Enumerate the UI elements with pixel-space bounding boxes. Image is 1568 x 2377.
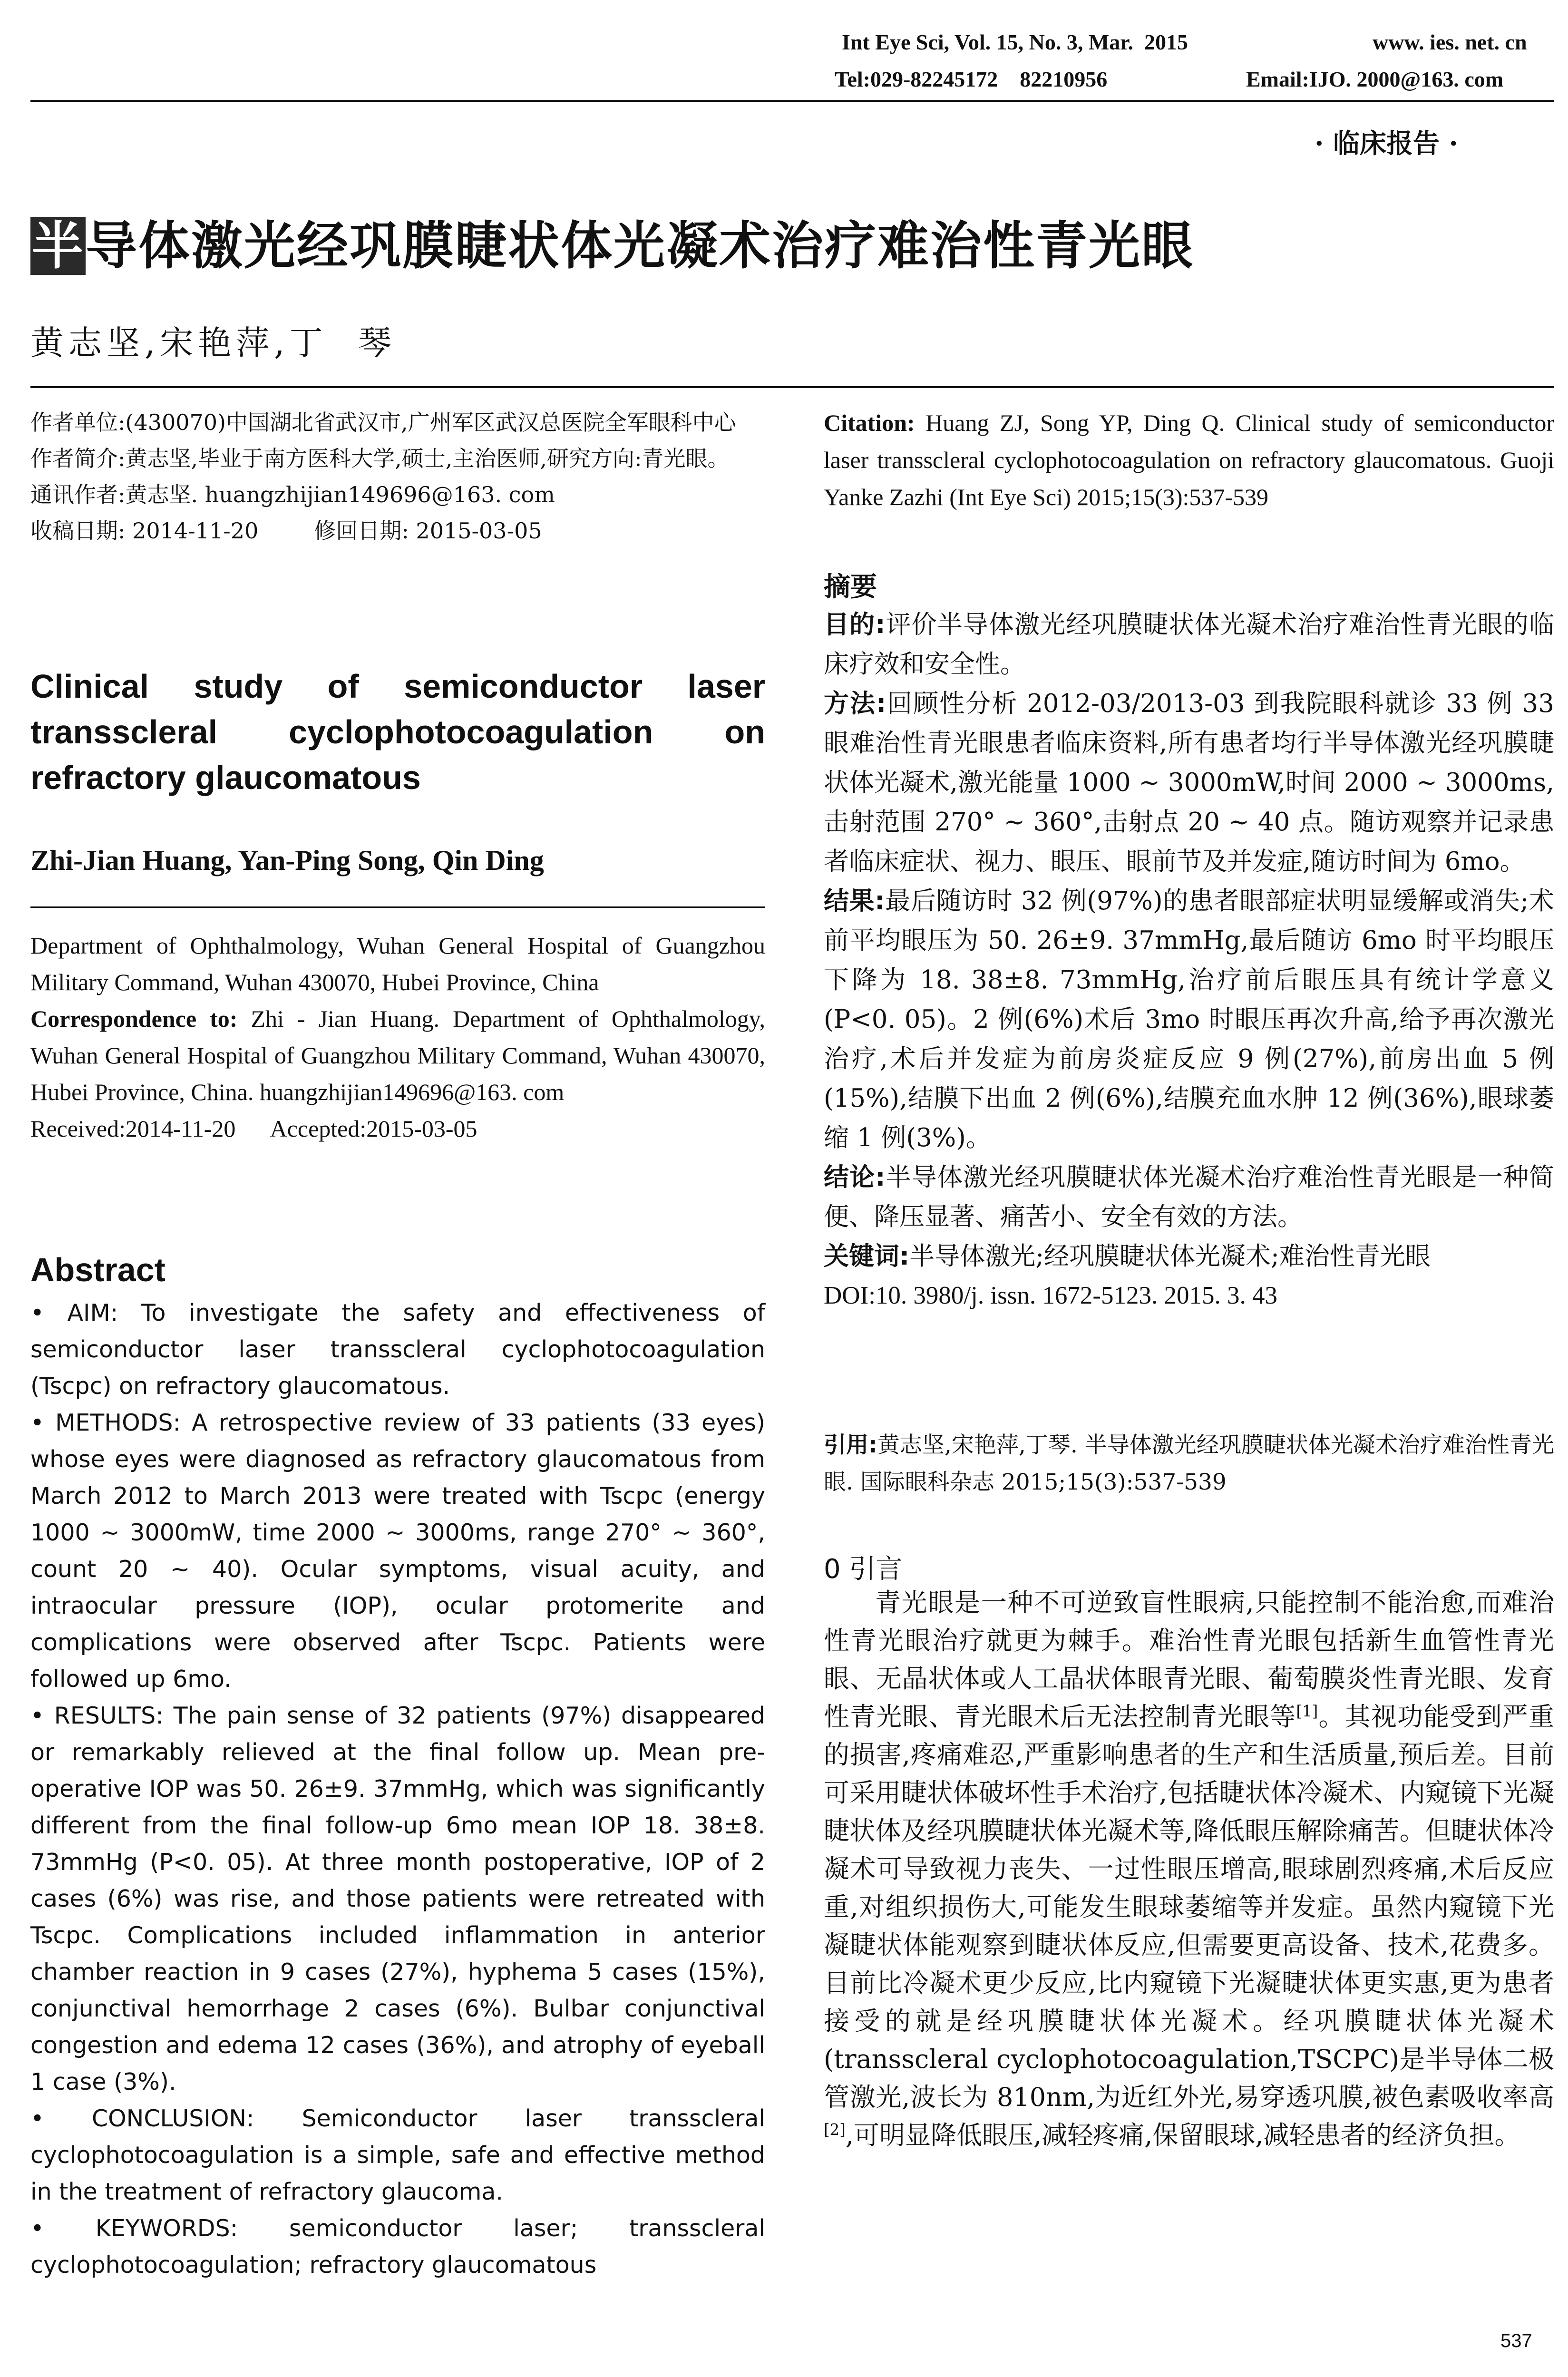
abstract-cn-conclusion: 结论:半导体激光经巩膜睫状体光凝术治疗难治性青光眼是一种简便、降压显著、痛苦小、安全有效的方法。 <box>824 1163 1555 1231</box>
reference-2: [2] <box>824 2121 846 2139</box>
citation-cn <box>824 1427 1554 1501</box>
reference-1: [1] <box>1296 1702 1318 1720</box>
abstract-methods: • METHODS: A retrospective review of 33 patients (33 eyes) whose eyes were diagnosed as refractory glaucomatous from March 2012 to March 2013 were treated with Tscpc (energy 1000 ~ 3000mW, time 2000 ~ 3000ms, range 270° ~ 360°, count 20 ~ 40). Ocular symptoms, visual acuity, and intraocular pressure (IOP), ocular protomerite and complications were observed after Tscpc. Patients were followed up 6mo. <box>30 1409 765 1693</box>
journal-tel: Tel:029-82245172 82210956 <box>835 67 1108 91</box>
received-dates-en: Received:2014-11-20 Accepted:2015-03-05 <box>30 1115 477 1142</box>
citation-cn-label: 引用: <box>824 1432 877 1458</box>
section-label: · 临床报告 · <box>1315 128 1458 159</box>
english-info-block <box>30 927 765 1147</box>
authors-rule <box>30 906 765 908</box>
abstract-cn-body <box>824 605 1554 1315</box>
doi: DOI:10. 3980/j. issn. 1672-5123. 2015. 3. 43 <box>824 1282 1277 1309</box>
title-drop-char: 半 <box>30 217 86 275</box>
author-affiliation-cn: 作者单位:(430070)中国湖北省武汉市,广州军区武汉总医院全军眼科中心 <box>30 409 736 435</box>
english-title: Clinical study of semiconductor laser transscleral cyclophotocoagulation on refractory glaucomatous <box>30 668 765 796</box>
title-rule <box>30 386 1554 388</box>
abstract-cn-methods: 方法:回顾性分析 2012-03/2013-03 到我院眼科就诊 33 例 33 眼难治性青光眼患者临床资料,所有患者均行半导体激光经巩膜睫状体光凝术,激光能量 1000 ~ 3000mW,时间 2000 ~ 3000ms,击射范围 270° ~ 360°,击射点 20 ~ 40 点。随访观察并记录患者临床症状、视力、眼压、眼前节及并发症,随访时间为 6mo。 <box>824 689 1554 876</box>
abstract-cn-heading: 摘要 <box>824 572 877 603</box>
citation-label: Citation: <box>824 409 915 436</box>
intro-paragraph: 青光眼是一种不可逆致盲性眼病,只能控制不能治愈,而难治性青光眼治疗就更为棘手。难治性青光眼包括新生血管性青光眼、无晶状体或人工晶状体眼青光眼、葡萄膜炎性青光眼、发育性青光眼、青光眼术后无法控制青光眼等[1]。其视功能受到严重的损害,疼痛难忍,严重影响患者的生产和生活质量,预后差。目前可采用睫状体破坏性手术治疗,包括睫状体冷凝术、内窥镜下光凝睫状体及经巩膜睫状体光凝术等,降低眼压解除痛苦。但睫状体冷凝术可导致视力丧失、一过性眼压增高,眼球剧烈疼痛,术后反应重,对组织损伤大,可能发生眼球萎缩等并发症。虽然内窥镜下光凝睫状体能观察到睫状体反应,但需要更高设备、技术,花费多。目前比冷凝术更少反应,比内窥镜下光凝睫状体更实惠,更为患者接受的就是经巩膜睫状体光凝术。经巩膜睫状体光凝术(transscleral cyclophotocoagulation,TSCPC)是半导体二极管激光,波长为 810nm,为近红外光,易穿透巩膜,被色素吸收率高[2],可明显降低眼压,减轻疼痛,保留眼球,减轻患者的经济负担。 <box>824 1588 1554 2150</box>
english-authors: Zhi-Jian Huang, Yan-Ping Song, Qin Ding <box>30 845 544 876</box>
received-dates-cn: 收稿日期: 2014-11-20 修回日期: 2015-03-05 <box>30 518 542 544</box>
citation-en <box>824 404 1554 516</box>
header-rule <box>30 100 1554 102</box>
authors-cn: 黄志坚,宋艳萍,丁 琴 <box>30 323 397 362</box>
citation-text: Huang ZJ, Song YP, Ding Q. Clinical study of semiconductor laser transscleral cyclophotocoagulation on refractory glaucomatous. Guoji Yanke Zazhi (Int Eye Sci) 2015;15(3):537-539 <box>824 409 1554 510</box>
author-info-block <box>30 404 765 549</box>
title-text: 导体激光经巩膜睫状体光凝术治疗难治性青光眼 <box>86 216 1195 276</box>
abstract-cn-objective: 目的:评价半导体激光经巩膜睫状体光凝术治疗难治性青光眼的临床疗效和安全性。 <box>824 610 1555 679</box>
journal-citation-line: Int Eye Sci, Vol. 15, No. 3, Mar. 2015 <box>842 30 1188 54</box>
intro-heading: 0 引言 <box>824 1554 903 1585</box>
abstract-cn-keywords: 关键词:半导体激光;经巩膜睫状体光凝术;难治性青光眼 <box>824 1242 1431 1271</box>
abstract-cn-results: 结果:最后随访时 32 例(97%)的患者眼部症状明显缓解或消失;术前平均眼压为 50. 26±9. 37mmHg,最后随访 6mo 时平均眼压下降为 18. 38±8. 73mmHg,治疗前后眼压具有统计学意义(P<0. 05)。2 例(6%)术后 3mo 时眼压再次升高,给予再次激光治疗,术后并发症为前房炎症反应 9 例(27%),前房出血 5 例(15%),结膜下出血 2 例(6%),结膜充血水肿 12 例(36%),眼球萎缩 1 例(3%)。 <box>824 887 1554 1152</box>
page-number: 537 <box>1500 2330 1532 2351</box>
abstract-en-body <box>30 1295 765 2283</box>
article-title <box>30 205 1194 278</box>
abstract-aim: • AIM: To investigate the safety and effectiveness of semiconductor laser transscleral cyclophotocoagulation (Tscpc) on refractory glaucomatous. <box>30 1299 765 1400</box>
citation-cn-text: 黄志坚,宋艳萍,丁琴. 半导体激光经巩膜睫状体光凝术治疗难治性青光眼. 国际眼科杂志 2015;15(3):537-539 <box>824 1432 1554 1495</box>
abstract-heading: Abstract <box>30 1251 166 1288</box>
journal-email: Email:IJO. 2000@163. com <box>1246 67 1504 91</box>
abstract-results: • RESULTS: The pain sense of 32 patients (97%) disappeared or remarkably relieved at the final follow up. Mean pre-operative IOP was 50. 26±9. 37mmHg, which was significantly different from the final follow-up 6mo mean IOP 18. 38±8. 73mmHg (P<0. 05). At three month postoperative, IOP of 2 cases (6%) was rise, and those patients were retreated with Tscpc. Complications included inflammation in anterior chamber reaction in 9 cases (27%), hyphema 5 cases (15%), conjunctival hemorrhage 2 cases (6%). Bulbar conjunctival congestion and edema 12 cases (36%), and atrophy of eyeball 1 case (3%). <box>30 1702 765 2095</box>
journal-website: www. ies. net. cn <box>1373 30 1527 54</box>
author-bio-cn: 作者简介:黄志坚,毕业于南方医科大学,硕士,主治医师,研究方向:青光眼。 <box>30 446 730 471</box>
correspondence-label: Correspondence to: <box>30 1005 238 1032</box>
abstract-keywords: • KEYWORDS: semiconductor laser; transscleral cyclophotocoagulation; refractory glaucomatous <box>30 2215 765 2279</box>
affiliation-en: Department of Ophthalmology, Wuhan General Hospital of Guangzhou Military Command, Wuhan 430070, Hubei Province, China <box>30 932 765 995</box>
abstract-conclusion: • CONCLUSION: Semiconductor laser transscleral cyclophotocoagulation is a simple, safe and effective method in the treatment of refractory glaucoma. <box>30 2105 766 2205</box>
corresponding-author-cn: 通讯作者:黄志坚. huangzhijian149696@163. com <box>30 482 555 507</box>
correspondence-text: Zhi - Jian Huang. Department of Ophthalmology, Wuhan General Hospital of Guangzhou Military Command, Wuhan 430070, Hubei Province, China. huangzhijian149696@163. com <box>30 1005 765 1105</box>
